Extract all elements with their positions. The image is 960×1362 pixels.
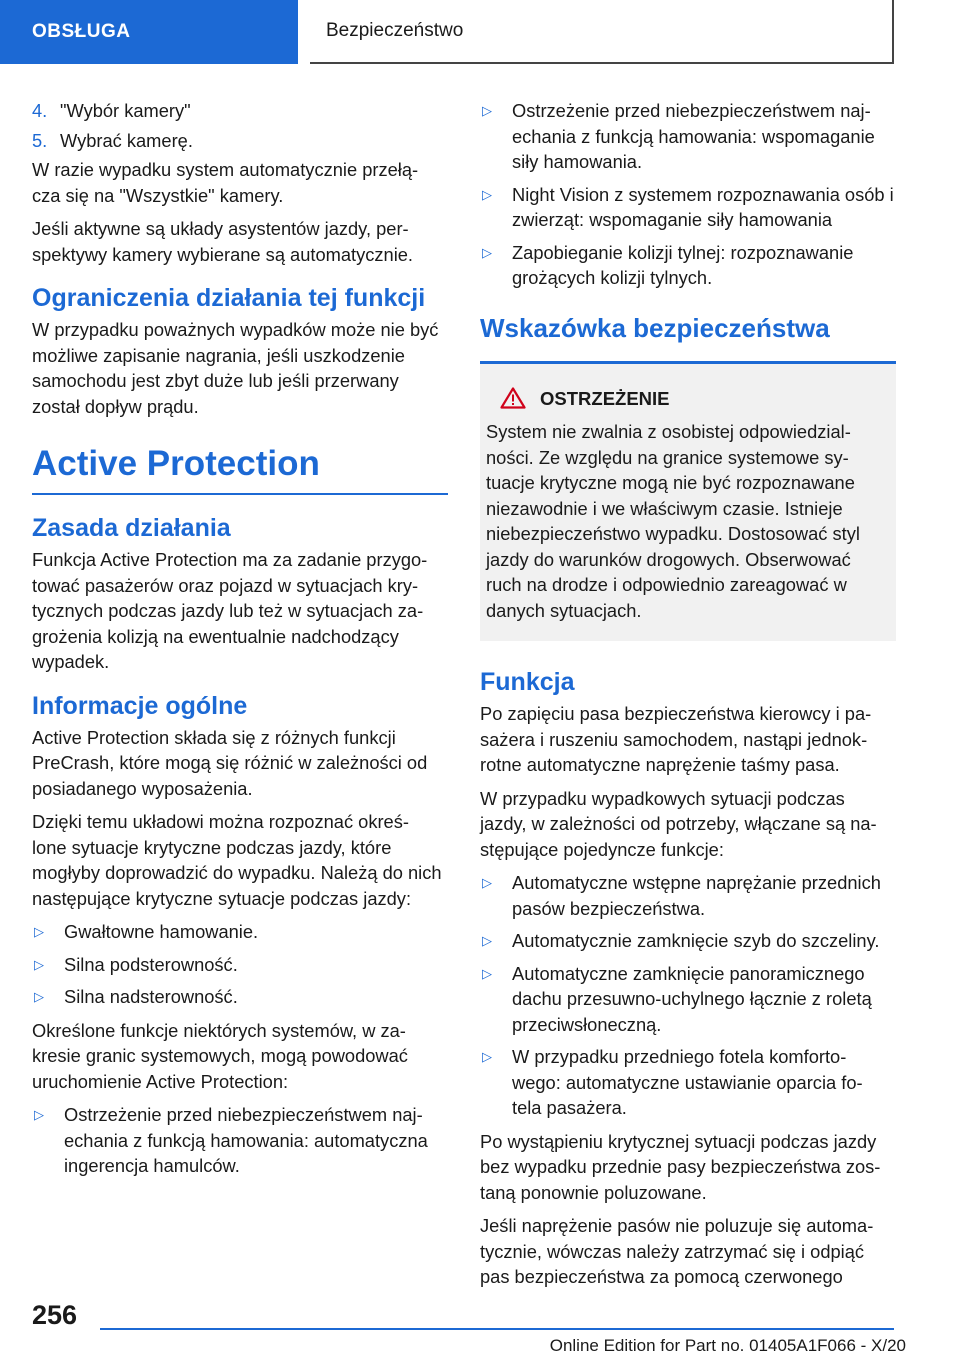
triangle-right-icon: ▷ bbox=[482, 186, 492, 202]
heading-active-protection: Active Protection bbox=[32, 443, 448, 495]
triangle-right-icon: ▷ bbox=[34, 1107, 44, 1122]
list-item bbox=[32, 1102, 448, 1179]
warning-header bbox=[486, 386, 890, 412]
page-number: 256 bbox=[32, 1300, 78, 1330]
heading-safety: Wskazówka bezpieczeństwa bbox=[480, 312, 830, 343]
paragraph: Dzięki temu układowi można rozpoznać okreś‑ lone sytuacje krytyczne podczas jazdy, które mogłyby doprowadzić do wypadku. Należą do nich następujące krytyczne sytuacje podczas jazdy: bbox=[32, 811, 442, 909]
triangle-right-icon: ▷ bbox=[482, 1049, 492, 1064]
heading-principle: Zasada działania bbox=[32, 514, 231, 542]
list-item-text: W przypadku przedniego fotela komforto‑ wego: automatyczne ustawianie oparcia fo‑ tela pasażera. bbox=[512, 1046, 863, 1118]
triangle-right-icon: ▷ bbox=[482, 965, 492, 981]
list-item bbox=[480, 98, 896, 175]
chapter-title: Bezpieczeństwo bbox=[310, 0, 894, 64]
list-item-text: Ostrzeżenie przed niebezpieczeństwem naj‑ echania z funkcją hamowania: wspomaganie siły hamowania. bbox=[512, 100, 875, 172]
system-functions-list bbox=[32, 1102, 448, 1179]
left-column bbox=[32, 98, 448, 1187]
paragraph: W przypadku wypadkowych sytuacji podczas jazdy, w zależności od potrzeby, włączane są na‑ stępujące pojedyncze funkcje: bbox=[480, 787, 877, 860]
list-item-text: Automatycznie zamknięcie szyb do szczeliny. bbox=[512, 930, 880, 951]
list-item-text: Gwałtowne hamowanie. bbox=[64, 921, 259, 942]
list-item-text: Night Vision z systemem rozpoznawania osób i zwierząt: wspomaganie siły hamowania bbox=[512, 183, 894, 230]
paragraph: Jeśli naprężenie pasów nie poluzuje się automa‑ tycznie, wówczas należy zatrzymać się i odpiąć pas bezpieczeństwa za pomocą czerwonego bbox=[480, 1215, 874, 1287]
warning-triangle-icon bbox=[500, 387, 526, 409]
section-tab: OBSŁUGA bbox=[0, 0, 298, 64]
list-item bbox=[32, 919, 448, 945]
warning-box bbox=[480, 361, 896, 642]
heading-function: Funkcja bbox=[480, 668, 575, 696]
step-text: "Wybór kamery" bbox=[60, 100, 191, 121]
step-number: 4. bbox=[32, 100, 48, 121]
list-item-text: Automatyczne zamknięcie panoramicznego dachu przesuwno-uchylnego łącznie z roletą przeciwsłoneczną. bbox=[512, 962, 872, 1035]
list-item-text: Silna nadsterowność. bbox=[64, 986, 238, 1007]
list-item-text: Automatyczne wstępne naprężanie przednich pasów bezpieczeństwa. bbox=[512, 872, 881, 919]
paragraph: Po zapięciu pasa bezpieczeństwa kierowcy i pa‑ sażera i ruszeniu samochodem, nastąpi jednok‑ rotne automatyczne naprężenie taśmy pasa. bbox=[480, 703, 872, 775]
list-item bbox=[480, 961, 896, 1038]
numbered-step bbox=[32, 128, 448, 154]
list-item bbox=[480, 1044, 896, 1121]
single-functions-list bbox=[480, 870, 896, 1121]
paragraph: W przypadku poważnych wypadków może nie być możliwe zapisanie nagrania, jeśli uszkodzenie samochodu jest zbyt duże lub jeśli przerwany został dopływ prądu. bbox=[32, 319, 439, 417]
warning-text: System nie zwalnia z osobistej odpowiedzial‑ ności. Ze względu na granice systemowe sy‑ tuacje krytyczne mogą nie być rozpoznawane niezawodnie i we właściwym czasie. Istnieje niebezpieczeństwo wypadku. Dostosować styl jazdy do warunków drogowych. Obserwować ruch na drodze i odpowiednio zareagować w danych sytuacjach. bbox=[486, 421, 860, 621]
paragraph: Funkcja Active Protection ma za zadanie przygo‑ tować pasażerów oraz pojazd w sytuacjach kry‑ tycznych podczas jazdy lub też w sytuacjach za‑ grożenia kolizją na ewentualnie nadchodzący wypadek. bbox=[32, 549, 428, 672]
list-item bbox=[32, 952, 448, 978]
edition-note: Online Edition for Part no. 01405A1F066 - X/20 bbox=[549, 1336, 906, 1355]
step-number: 5. bbox=[32, 129, 48, 151]
list-item bbox=[480, 240, 896, 291]
list-item-text: Ostrzeżenie przed niebezpieczeństwem naj‑ echania z funkcją hamowania: automatyczna ingerencja hamulców. bbox=[64, 1104, 428, 1176]
system-functions-list-cont bbox=[480, 98, 896, 291]
critical-situations-list bbox=[32, 919, 448, 1010]
triangle-right-icon: ▷ bbox=[34, 989, 44, 1004]
paragraph: Jeśli aktywne są układy asystentów jazdy, per‑ spektywy kamery wybierane są automatycznie. bbox=[32, 218, 414, 265]
triangle-right-icon: ▷ bbox=[482, 244, 492, 260]
triangle-right-icon: ▷ bbox=[482, 103, 492, 118]
step-text: Wybrać kamerę. bbox=[60, 129, 193, 151]
list-item-text: Zapobieganie kolizji tylnej: rozpoznawanie grożących kolizji tylnych. bbox=[512, 241, 854, 288]
warning-label: OSTRZEŻENIE bbox=[540, 387, 670, 409]
paragraph: W razie wypadku system automatycznie przełą‑ cza się na "Wszystkie" kamery. bbox=[32, 159, 419, 206]
list-item bbox=[480, 182, 896, 233]
triangle-right-icon: ▷ bbox=[34, 924, 44, 939]
footer-divider bbox=[100, 1328, 894, 1330]
paragraph: Active Protection składa się z różnych funkcji PreCrash, które mogą się różnić w zależności od posiadanego wyposażenia. bbox=[32, 726, 428, 799]
list-item-text: Silna podsterowność. bbox=[64, 953, 238, 975]
triangle-right-icon: ▷ bbox=[34, 956, 44, 972]
list-item bbox=[32, 984, 448, 1010]
paragraph: Po wystąpieniu krytycznej sytuacji podczas jazdy bez wypadku przednie pasy bezpieczeństwa zos‑ taną ponownie poluzowane. bbox=[480, 1130, 881, 1203]
numbered-step bbox=[32, 98, 448, 124]
right-column bbox=[480, 98, 896, 1298]
heading-general-info: Informacje ogólne bbox=[32, 691, 248, 720]
paragraph: Określone funkcje niektórych systemów, w za‑ kresie granic systemowych, mogą powodować uruchomienie Active Protection: bbox=[32, 1019, 408, 1092]
heading-limits: Ograniczenia działania tej funkcji bbox=[32, 284, 426, 312]
triangle-right-icon: ▷ bbox=[482, 933, 492, 948]
list-item bbox=[480, 870, 896, 921]
list-item bbox=[480, 928, 896, 954]
triangle-right-icon: ▷ bbox=[482, 875, 492, 890]
